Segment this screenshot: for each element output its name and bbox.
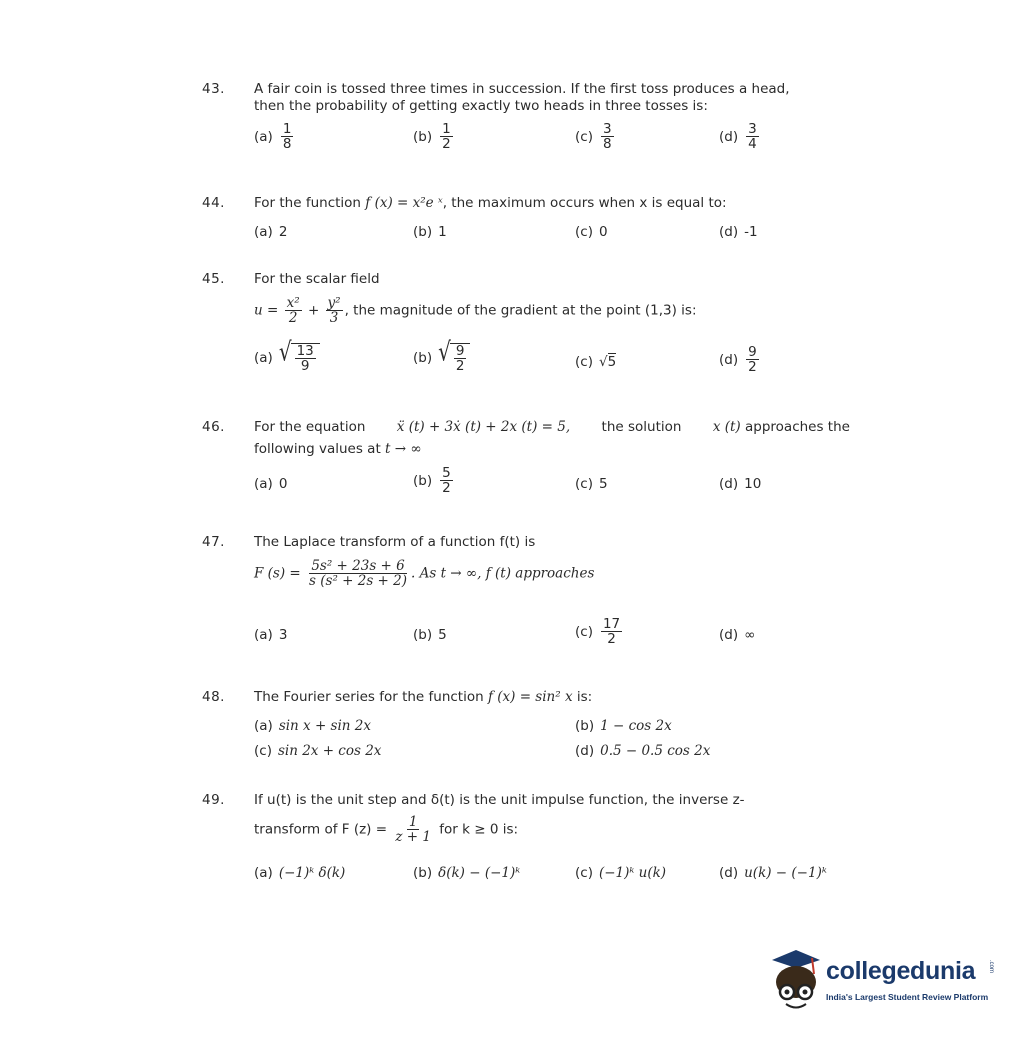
option-b: (b) 1 xyxy=(413,224,447,240)
option-c: (c) √5 xyxy=(575,354,617,370)
question-number: 44. xyxy=(202,195,225,211)
question-number: 49. xyxy=(202,792,225,808)
option-d: (d) 0.5 − 0.5 cos 2x xyxy=(575,743,711,759)
question-text: The Fourier series for the function f (x) = sin² x is: xyxy=(254,689,593,705)
mascot-icon xyxy=(766,944,826,1014)
option-d: (d) ∞ xyxy=(719,627,756,643)
option-a: (a) (−1)ᵏ δ(k) xyxy=(254,865,346,881)
question-number: 48. xyxy=(202,689,225,705)
option-c: (c) $\frac{17}{2}$ xyxy=(575,616,621,648)
option-a: (a) 3 xyxy=(254,627,288,643)
question-text: then the probability of getting exactly two heads in three tosses is: xyxy=(254,98,708,114)
option-c: (c) sin 2x + cos 2x xyxy=(254,743,382,759)
option-d: (d) -1 xyxy=(719,224,758,240)
option-d: (d) 10 xyxy=(719,476,762,492)
option-c: (c) (−1)ᵏ u(k) xyxy=(575,865,667,881)
option-a: (a) sin x + sin 2x xyxy=(254,718,371,734)
question-text: If u(t) is the unit step and δ(t) is the unit impulse function, the inverse z- xyxy=(254,792,745,808)
question-text: For the equation ẍ (t) + 3ẋ (t) + 2x (t) = 5, the solution x (t) approaches the xyxy=(254,419,850,435)
option-d: (d) u(k) − (−1)ᵏ xyxy=(719,865,827,881)
option-b: (b) √ $\frac{9}{2}$ xyxy=(413,343,470,373)
option-a: (a) √ $\frac{13}{9}$ xyxy=(254,343,320,373)
logo-dotcom: .com xyxy=(988,960,994,974)
laplace-equation: F (s) = $\frac{\text{5s² + 23s + 6}}{\text{s (s² + 2s + 2)}}$ . As t → ∞, f (t) approaches xyxy=(254,558,595,590)
question-number: 46. xyxy=(202,419,225,435)
option-c: (c) 5 xyxy=(575,476,608,492)
logo-wordmark: collegedunia xyxy=(826,957,976,985)
option-a: (a) $\frac{1}{8}$ xyxy=(254,121,292,153)
option-b: (b) $\frac{1}{2}$ xyxy=(413,121,451,153)
option-b: (b) 1 − cos 2x xyxy=(575,718,672,734)
question-number: 43. xyxy=(202,81,225,97)
option-d: (d) $\frac{3}{4}$ xyxy=(719,121,757,153)
option-b: (b) δ(k) − (−1)ᵏ xyxy=(413,865,521,881)
question-text: following values at t → ∞ xyxy=(254,441,422,457)
question-text: For the function f (x) = x²e ˣ, the maximum occurs when x is equal to: xyxy=(254,195,727,211)
option-a: (a) 0 xyxy=(254,476,288,492)
question-text: A fair coin is tossed three times in succession. If the first toss produces a head, xyxy=(254,81,790,97)
scalar-field-equation: u = $\frac{\text{x²}}{2}$ + $\frac{\text{y²}}{3}$ , the magnitude of the gradient at the point (1,3) is: xyxy=(254,295,697,327)
option-a: (a) 2 xyxy=(254,224,288,240)
question-text: For the scalar field xyxy=(254,271,380,287)
option-b: (b) $\frac{5}{2}$ xyxy=(413,465,451,497)
question-text: The Laplace transform of a function f(t) is xyxy=(254,534,536,550)
option-d: (d) $\frac{9}{2}$ xyxy=(719,344,757,376)
question-text: transform of F (z) = $\frac{1}{z + 1}$ for k ≥ 0 is: xyxy=(254,814,519,846)
logo-tagline: India's Largest Student Review Platform xyxy=(826,992,989,1002)
option-c: (c) 0 xyxy=(575,224,608,240)
question-number: 47. xyxy=(202,534,225,550)
option-c: (c) $\frac{3}{8}$ xyxy=(575,121,612,153)
question-number: 45. xyxy=(202,271,225,287)
option-b: (b) 5 xyxy=(413,627,447,643)
